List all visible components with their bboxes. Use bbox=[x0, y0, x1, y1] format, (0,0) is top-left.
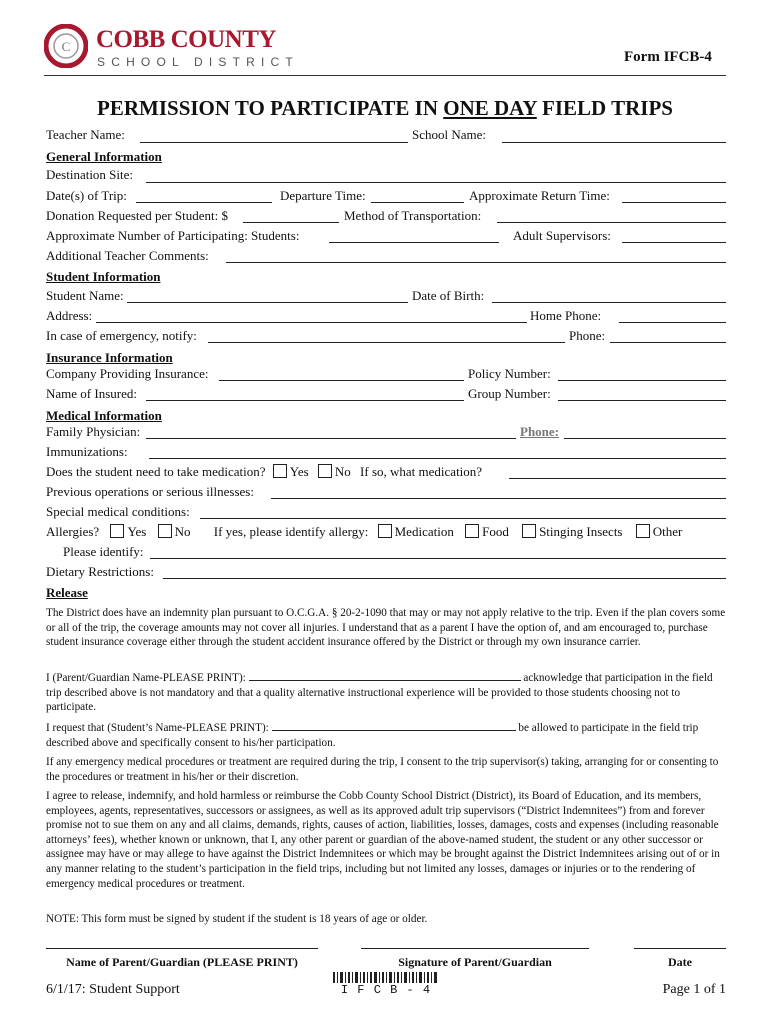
release-paragraph-request: I request that (Student’s Name-PLEASE PRINT): be allowed to participate in the field trip described above and specifically consent to his/her participation. bbox=[46, 722, 699, 749]
release-paragraph-indemnity: The District does have an indemnity plan pursuant to O.C.G.A. § 20-2-1090 that may or may not apply relative to the trip. Even if the plan covers some or all of the trip, the coverage amounts may not cover all injuries. I understand that as a parent I have the option of, and am encouraged to, purchase student insurance coverage either through the student accident insurance offered by the District or through my own insurance carrier. bbox=[46, 607, 726, 649]
address-label: Address: bbox=[46, 308, 93, 323]
medication-no-checkbox[interactable] bbox=[318, 464, 332, 478]
previous-illness-label: Previous operations or serious illnesses: bbox=[46, 484, 254, 499]
identify-field[interactable] bbox=[150, 558, 726, 559]
policy-number-field[interactable] bbox=[558, 380, 726, 381]
date-signature-line[interactable] bbox=[634, 948, 726, 949]
physician-label: Family Physician: bbox=[46, 424, 141, 439]
student-name-field[interactable] bbox=[127, 302, 408, 303]
home-phone-label: Home Phone: bbox=[530, 308, 602, 323]
policy-number-label: Policy Number: bbox=[468, 366, 551, 381]
insured-name-label: Name of Insured: bbox=[46, 386, 137, 401]
special-conditions-field[interactable] bbox=[200, 518, 726, 519]
emergency-field[interactable] bbox=[208, 342, 565, 343]
immunizations-field[interactable] bbox=[149, 458, 726, 459]
header-rule bbox=[44, 75, 726, 76]
logo-name: COBB COUNTY bbox=[96, 26, 276, 53]
barcode-text: I F C B - 4 bbox=[333, 983, 439, 998]
special-conditions-label: Special medical conditions: bbox=[46, 504, 190, 519]
parent-signature-line[interactable] bbox=[361, 948, 589, 949]
donation-field[interactable] bbox=[243, 222, 339, 223]
allergy-insects-checkbox[interactable] bbox=[522, 524, 536, 538]
parent-name-signature-line[interactable] bbox=[46, 948, 318, 949]
date-caption: Date bbox=[668, 955, 692, 969]
general-info-heading: General Information bbox=[46, 149, 162, 164]
return-field[interactable] bbox=[622, 202, 726, 203]
insurance-company-label: Company Providing Insurance: bbox=[46, 366, 209, 381]
physician-phone-field[interactable] bbox=[564, 438, 726, 439]
medication-yes-checkbox[interactable] bbox=[273, 464, 287, 478]
comments-label: Additional Teacher Comments: bbox=[46, 248, 209, 263]
allergies-row: Allergies? Yes No If yes, please identify allergy: Medication Food Stinging Insects Other bbox=[46, 524, 683, 539]
students-count-field[interactable] bbox=[329, 242, 499, 243]
student-name-label: Student Name: bbox=[46, 288, 124, 303]
comments-field[interactable] bbox=[226, 262, 726, 263]
release-note: NOTE: This form must be signed by student if the student is 18 years of age or older. bbox=[46, 913, 428, 925]
allergies-no-checkbox[interactable] bbox=[158, 524, 172, 538]
physician-phone-label: Phone: bbox=[520, 424, 559, 439]
dates-label: Date(s) of Trip: bbox=[46, 188, 127, 203]
previous-illness-field[interactable] bbox=[271, 498, 726, 499]
district-seal-logo bbox=[44, 24, 88, 68]
emergency-phone-label: Phone: bbox=[569, 328, 606, 343]
destination-field[interactable] bbox=[146, 182, 726, 183]
transport-label: Method of Transportation: bbox=[344, 208, 482, 223]
school-name-field[interactable] bbox=[502, 142, 726, 143]
insurance-info-heading: Insurance Information bbox=[46, 350, 173, 365]
release-paragraph-hold-harmless: I agree to release, indemnify, and hold harmless or reimburse the Cobb County School District (District), its Board of Education, and its members, employees, agents, representatives, successors or assignees, as well as its approved adult trip supervisors (“District Indemnitees”) from and forever promise not to sue them on any and all claims, demands, rights, causes of action, liabilities, losses, damages, costs and expenses (including reasonable attorneys’ fees), whether known or unknown, that I, any other parent or guardian of the above-named student, the student or any other successor or assignee may have or may allege to have against the District Indemnitees or which may be brought against the District Indemnitees arising out of or in any manner relating to the student’s participation in the field trips, including but not limited any losses, damages or injuries or to the rendering of emergency medical procedures or treatment. bbox=[46, 790, 720, 890]
release-heading: Release bbox=[46, 585, 88, 600]
logo-subtitle: SCHOOL DISTRICT bbox=[97, 55, 299, 69]
dob-label: Date of Birth: bbox=[412, 288, 485, 303]
parent-signature-caption: Signature of Parent/Guardian bbox=[398, 955, 552, 969]
identify-label: Please identify: bbox=[63, 544, 144, 559]
parent-name-caption: Name of Parent/Guardian (PLEASE PRINT) bbox=[66, 955, 298, 969]
approx-students-label: Approximate Number of Participating: Students: bbox=[46, 228, 300, 243]
teacher-name-label: Teacher Name: bbox=[46, 127, 125, 142]
group-number-field[interactable] bbox=[558, 400, 726, 401]
adult-supervisors-field[interactable] bbox=[622, 242, 726, 243]
medical-info-heading: Medical Information bbox=[46, 408, 162, 423]
physician-field[interactable] bbox=[146, 438, 516, 439]
group-number-label: Group Number: bbox=[468, 386, 551, 401]
release-paragraph-emergency: If any emergency medical procedures or treatment are required during the trip, I consent to the trip supervisor(s) taking, arranging for or consenting to the procedures or treatment in his/her or their discretion. bbox=[46, 756, 719, 783]
dietary-field[interactable] bbox=[163, 578, 726, 579]
address-field[interactable] bbox=[96, 322, 527, 323]
donation-label: Donation Requested per Student: $ bbox=[46, 208, 228, 223]
logo-monogram: C bbox=[61, 39, 71, 54]
allergy-other-checkbox[interactable] bbox=[636, 524, 650, 538]
departure-label: Departure Time: bbox=[280, 188, 366, 203]
page-title: PERMISSION TO PARTICIPATE IN ONE DAY FIELD TRIPS bbox=[97, 96, 673, 120]
destination-label: Destination Site: bbox=[46, 167, 134, 182]
home-phone-field[interactable] bbox=[619, 322, 726, 323]
insurance-company-field[interactable] bbox=[219, 380, 464, 381]
student-name-inline-field[interactable] bbox=[272, 720, 516, 731]
footer-revision: 6/1/17: Student Support bbox=[46, 982, 180, 997]
departure-field[interactable] bbox=[371, 202, 464, 203]
return-label: Approximate Return Time: bbox=[469, 188, 610, 203]
release-paragraph-acknowledge: I (Parent/Guardian Name-PLEASE PRINT): acknowledge that participation in the field trip described above is not mandatory and that a quality alternative instructional experience will be provided to those students choosing not to participate. bbox=[46, 672, 713, 714]
adult-supervisors-label: Adult Supervisors: bbox=[513, 228, 611, 243]
allergy-food-checkbox[interactable] bbox=[465, 524, 479, 538]
insured-name-field[interactable] bbox=[146, 400, 464, 401]
parent-name-inline-field[interactable] bbox=[249, 670, 521, 681]
immunizations-label: Immunizations: bbox=[46, 444, 128, 459]
emergency-phone-field[interactable] bbox=[610, 342, 726, 343]
page-number: Page 1 of 1 bbox=[662, 982, 726, 997]
medication-question: Does the student need to take medication? Yes No If so, what medication? bbox=[46, 464, 483, 479]
allergies-yes-checkbox[interactable] bbox=[110, 524, 124, 538]
allergy-medication-checkbox[interactable] bbox=[378, 524, 392, 538]
emergency-label: In case of emergency, notify: bbox=[46, 328, 197, 343]
transport-field[interactable] bbox=[497, 222, 726, 223]
student-info-heading: Student Information bbox=[46, 269, 161, 284]
dietary-label: Dietary Restrictions: bbox=[46, 564, 154, 579]
teacher-name-field[interactable] bbox=[140, 142, 408, 143]
form-id: Form IFCB-4 bbox=[624, 49, 712, 65]
dates-field[interactable] bbox=[136, 202, 272, 203]
school-name-label: School Name: bbox=[412, 127, 487, 142]
dob-field[interactable] bbox=[492, 302, 726, 303]
medication-field[interactable] bbox=[509, 478, 726, 479]
